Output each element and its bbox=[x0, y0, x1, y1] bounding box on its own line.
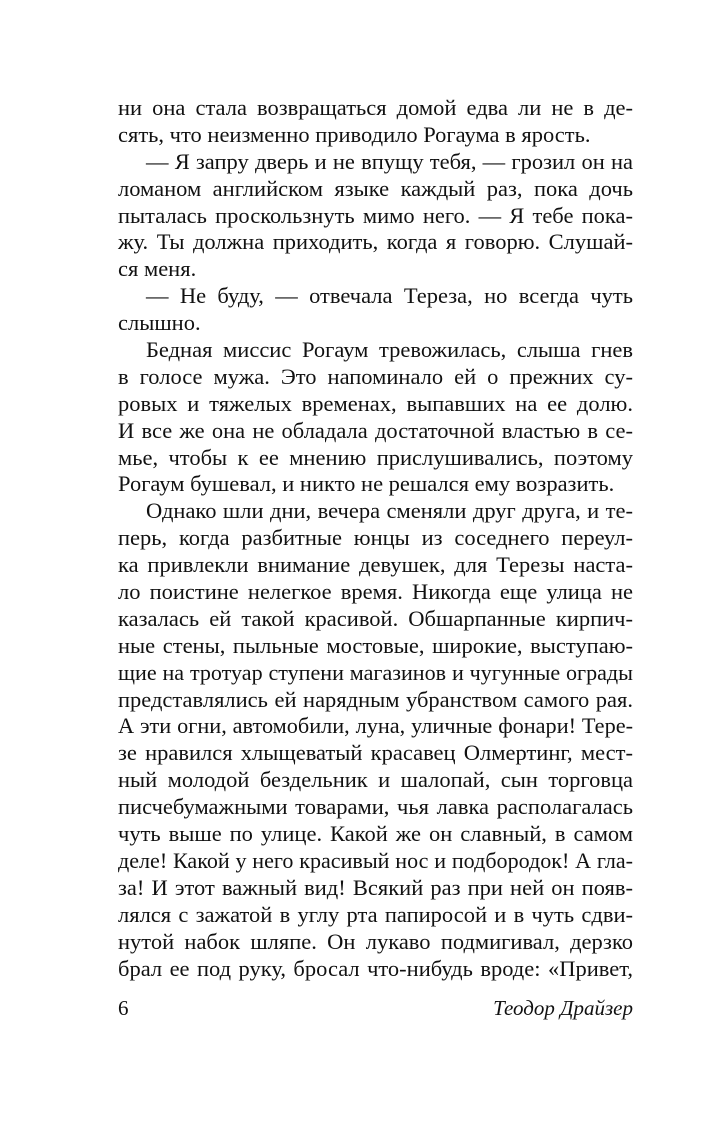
page-number: 6 bbox=[118, 996, 129, 1020]
text-line: Однако шли дни, вечера сменяли друг друга, и те- bbox=[146, 498, 633, 524]
text-line: сять, что неизменно приводило Рогаума в ярость. bbox=[118, 121, 591, 147]
text-line: ни она стала возвращаться домой едва ли не в де- bbox=[118, 95, 633, 120]
text-line: ный молодой бездельник и шалопай, сын торговца bbox=[118, 767, 633, 793]
text-line: казалась ей такой красивой. Обшарпанные кирпич- bbox=[118, 605, 633, 631]
text-line: — Не буду, — отвечала Тереза, но всегда чуть bbox=[146, 283, 633, 309]
text-line: — Я запру дверь и не впущу тебя, — грозил он на bbox=[146, 148, 633, 174]
text-line: Рогаум бушевал, и никто не решался ему возразить. bbox=[118, 471, 615, 497]
text-line: ные стены, пыльные мостовые, широкие, выступаю- bbox=[118, 632, 633, 658]
text-line: ровых и тяжелых временах, выпавших на ее долю. bbox=[118, 390, 633, 416]
text-line: А эти огни, автомобили, луна, уличные фонари! Тере- bbox=[118, 713, 633, 739]
text-line: чуть выше по улице. Какой же он славный, в самом bbox=[118, 821, 633, 847]
text-line: жу. Ты должна приходить, когда я говорю. Слушай- bbox=[118, 229, 633, 255]
text-line: пыталась проскользнуть мимо него. — Я тебе пока- bbox=[118, 202, 633, 228]
text-line: Бедная миссис Рогаум тревожилась, слыша гнев bbox=[146, 337, 633, 363]
text-line: ло поистине нелегкое время. Никогда еще улица не bbox=[118, 579, 633, 605]
text-line: в голосе мужа. Это напоминало ей о прежних су- bbox=[118, 363, 633, 389]
text-line: щие на тротуар ступени магазинов и чугунные ограды bbox=[118, 659, 633, 685]
text-line: нутой набок шляпе. Он лукаво подмигивал, дерзко bbox=[118, 928, 633, 954]
page-footer bbox=[118, 993, 633, 1023]
body-text bbox=[118, 95, 633, 982]
running-title: Теодор Драйзер bbox=[493, 996, 633, 1020]
text-line: ломаном английском языке каждый раз, пока дочь bbox=[118, 175, 633, 201]
text-line: зе нравился хлыщеватый красавец Олмертинг, мест- bbox=[118, 740, 633, 766]
text-line: писчебумажными товарами, чья лавка располагалась bbox=[118, 794, 633, 820]
text-line: ся меня. bbox=[118, 256, 197, 282]
text-line: брал ее под руку, бросал что-нибудь вроде: «Привет, bbox=[118, 955, 633, 981]
text-line: ка привлекли внимание девушек, для Терезы наста- bbox=[118, 552, 633, 578]
text-line: И все же она не обладала достаточной властью в се- bbox=[118, 417, 633, 443]
text-line: мье, чтобы к ее мнению прислушивались, поэтому bbox=[118, 444, 633, 470]
text-line: представлялись ей нарядным убранством самого рая. bbox=[118, 686, 633, 712]
text-line: деле! Какой у него красивый нос и подбородок! А гла- bbox=[118, 847, 633, 873]
text-line: за! И этот важный вид! Всякий раз при ней он появ- bbox=[118, 874, 633, 900]
text-line: слышно. bbox=[118, 310, 201, 336]
text-line: перь, когда разбитные юнцы из соседнего переул- bbox=[118, 525, 633, 551]
text-line: лялся с зажатой в углу рта папиросой и в чуть сдви- bbox=[118, 901, 633, 927]
